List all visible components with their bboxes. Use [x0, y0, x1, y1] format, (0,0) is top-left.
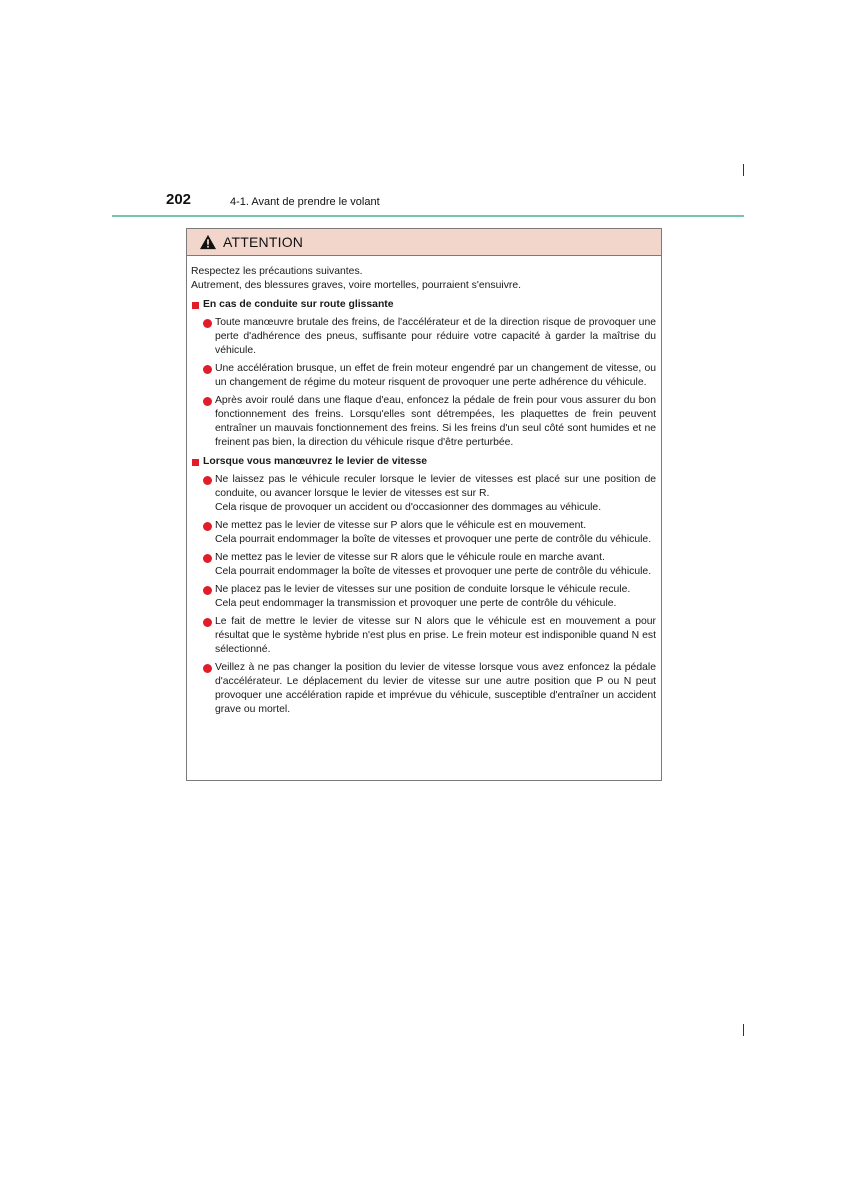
bullet-text	[215, 551, 656, 579]
square-bullet-icon	[192, 302, 199, 309]
crop-mark-top	[743, 164, 744, 176]
red-dot-bullet-icon	[203, 664, 212, 673]
bullet-paragraph: Ne placez pas le levier de vitesses sur une position de conduite lorsque le véhicule recule.	[215, 584, 631, 595]
bullet-item	[203, 473, 656, 515]
bullet-item	[203, 519, 656, 547]
crop-mark-bottom	[743, 1024, 744, 1036]
intro-line: Respectez les précautions suivantes.	[191, 266, 363, 277]
section-title: 4-1. Avant de prendre le volant	[230, 196, 380, 208]
bullet-item	[203, 551, 656, 579]
attention-box	[186, 228, 662, 781]
bullet-paragraph: Ne laissez pas le véhicule reculer lorsque le levier de vitesses est placé sur une position de conduite, ou avancer lorsque le levier de vitesses est sur R.	[215, 474, 656, 499]
red-dot-bullet-icon	[203, 554, 212, 563]
bullet-paragraph: Cela pourrait endommager la boîte de vitesses et provoquer une perte de contrôle du véhicule.	[215, 566, 652, 577]
section-heading-text: Lorsque vous manœuvrez le levier de vitesse	[203, 456, 428, 467]
bullet-paragraph: Veillez à ne pas changer la position du levier de vitesse lorsque vous avez enfoncez la pédale d'accélérateur. Le déplacement du levier de vitesse sur une autre position que P ou N peut provoquer une accélération rapide et imprévue du véhicule, susceptible d'entraîner un accident grave ou mortel.	[215, 662, 656, 715]
bullet-text	[215, 519, 656, 547]
bullet-text	[215, 394, 656, 450]
attention-title: ATTENTION	[223, 234, 304, 250]
attention-body	[187, 256, 661, 717]
bullet-text	[215, 583, 656, 611]
bullet-paragraph: Cela pourrait endommager la boîte de vitesses et provoquer une perte de contrôle du véhicule.	[215, 534, 652, 545]
header-rule	[112, 215, 744, 217]
bullet-text	[215, 362, 656, 390]
bullet-paragraph: Ne mettez pas le levier de vitesse sur P alors que le véhicule est en mouvement.	[215, 520, 587, 531]
bullet-paragraph: Cela risque de provoquer un accident ou d'occasionner des dommages au véhicule.	[215, 502, 602, 513]
red-dot-bullet-icon	[203, 522, 212, 531]
attention-header	[187, 229, 661, 256]
bullet-paragraph: Après avoir roulé dans une flaque d'eau, enfoncez la pédale de frein pour vous assurer du bon fonctionnement des freins. Lorsqu'elles sont détrempées, les plaquettes de frein peuvent entraîner un mauvais fonctionnement des freins. Si les freins d'un seul côté sont humides et ne freinent pas bien, la direction du véhicule risque d'être perturbée.	[215, 395, 656, 448]
bullet-item	[203, 583, 656, 611]
red-dot-bullet-icon	[203, 397, 212, 406]
red-dot-bullet-icon	[203, 365, 212, 374]
red-dot-bullet-icon	[203, 618, 212, 627]
bullet-paragraph: Toute manœuvre brutale des freins, de l'accélérateur et de la direction risque de provoquer une perte d'adhérence des pneus, suffisante pour réduire votre capacité à garder la maîtrise du véhicule.	[215, 317, 656, 356]
bullet-paragraph: Le fait de mettre le levier de vitesse sur N alors que le véhicule est en mouvement a pour résultat que le système hybride n'est plus en prise. Le frein moteur est indisponible quand N est sélectionné.	[215, 616, 656, 655]
section-heading	[191, 298, 656, 312]
bullet-item	[203, 615, 656, 657]
bullet-text	[215, 316, 656, 358]
red-dot-bullet-icon	[203, 319, 212, 328]
bullet-paragraph: Une accélération brusque, un effet de frein moteur engendré par un changement de vitesse, ou un changement de régime du moteur risquent de provoquer une perte adhérence du véhicule.	[215, 363, 656, 388]
red-dot-bullet-icon	[203, 586, 212, 595]
bullet-item	[203, 661, 656, 717]
intro-line: Autrement, des blessures graves, voire mortelles, pourraient s'ensuivre.	[191, 280, 522, 291]
bullet-paragraph: Cela peut endommager la transmission et provoquer une perte de contrôle du véhicule.	[215, 598, 617, 609]
warning-icon	[199, 234, 217, 250]
bullet-text	[215, 661, 656, 717]
page-number: 202	[166, 191, 192, 208]
square-bullet-icon	[192, 459, 199, 466]
bullet-item	[203, 394, 656, 450]
red-dot-bullet-icon	[203, 476, 212, 485]
bullet-text	[215, 473, 656, 515]
bullet-item	[203, 316, 656, 358]
bullet-item	[203, 362, 656, 390]
section-heading	[191, 455, 656, 469]
bullet-paragraph: Ne mettez pas le levier de vitesse sur R alors que le véhicule roule en marche avant.	[215, 552, 605, 563]
bullet-text	[215, 615, 656, 657]
section-heading-text: En cas de conduite sur route glissante	[203, 299, 394, 310]
